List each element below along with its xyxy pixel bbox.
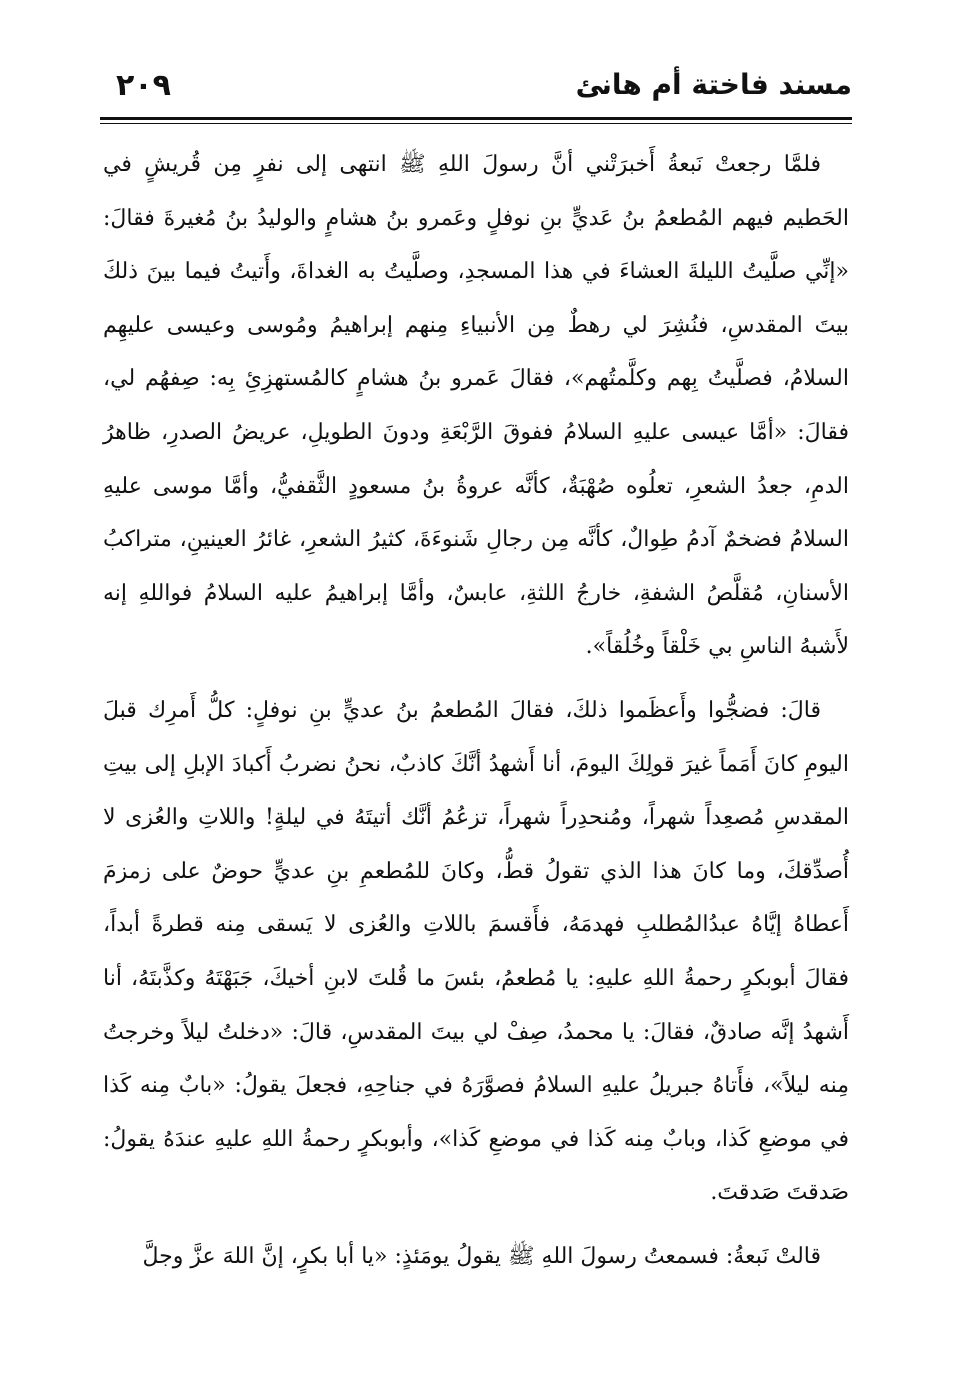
- header-rule-thin: [100, 123, 852, 124]
- header-rule-thick: [100, 117, 852, 120]
- page-header: [100, 58, 852, 114]
- page-number: ٢٠٩: [116, 68, 171, 103]
- paragraph-3: قالتْ نَبعةُ: فسمعتُ رسولَ اللهِ ﷺ يقولُ يومَئذٍ: «يا أبا بكرٍ، إنَّ اللهَ عزَّ وجلَّ: [142, 1243, 821, 1269]
- paragraph-1: فلمَّا رجعتْ نَبعةُ أَخبرَتْني أنَّ رسولَ اللهِ ﷺ انتهى إلى نفرٍ مِن قُريشٍ في الحَطيم فيهم المُطعمُ بنُ عَديٍّ بنِ نوفلٍ وعَمرو بنُ هشامٍ والوليدُ بنُ مُغيرةَ فقالَ: «إنِّي صلَّيتُ الليلةَ العشاءَ في هذا المسجدِ، وصلَّيتُ به الغداةَ، وأَتيتُ فيما بينَ ذلكَ بيتَ المقدسِ، فنُشِرَ لي رهطٌ مِن الأنبياءِ مِنهم إبراهيمُ ومُوسى وعيسى عليهِم السلامُ، فصلَّيتُ بِهم وكلَّمتُهم»، فقالَ عَمرو بنُ هشامٍ كالمُستهزِئِ بِه: صِفهُم لي، فقالَ: «أمَّا عيسى عليهِ السلامُ ففوقَ الرَّبْعَةِ ودونَ الطويلِ، عريضُ الصدرِ، ظاهرُ الدمِ، جعدُ الشعرِ، تعلُوه صُهْبَةٌ، كأنَّه عروةُ بنُ مسعودٍ الثَّقفيُّ، وأمَّا موسى عليهِ السلامُ فضخمٌ آدمُ طِوالٌ، كأنَّه مِن رجالِ شَنوءَةَ، كثيرُ الشعرِ، غائرُ العينينِ، متراكبُ الأسنانِ، مُقلَّصُ الشفةِ، خارجُ اللثةِ، عابسٌ، وأمَّا إبراهيمُ عليه السلامُ فواللهِ إنه لأَشبهُ الناسِ بي خَلْقاً وخُلُقاً».: [103, 152, 849, 660]
- body-text: [103, 138, 849, 1283]
- paragraph-2: قالَ: فضجُّوا وأَعظَموا ذلكَ، فقالَ المُطعمُ بنُ عديٍّ بنِ نوفلٍ: كلُّ أَمرِك قبلَ اليومِ كانَ أَمَماً غيرَ قولِكَ اليومَ، أنا أَشهدُ أنَّكَ كاذبٌ، نحنُ نضربُ أَكبادَ الإبلِ إلى بيتِ المقدسِ مُصعِداً شهراً، ومُنحدِراً شهراً، تزعُمُ أنَّك أتيتَهُ في ليلةٍ! واللاتِ والعُزى لا أُصدِّقكَ، وما كانَ هذا الذي تقولُ قطُّ، وكانَ للمُطعمِ بنِ عديٍّ حوضٌ على زمزمَ أَعطاهُ إيَّاهُ عبدُالمُطلبِ فهدمَهُ، فأَقسمَ باللاتِ والعُزى لا يَسقى مِنه قطرةً أبداً، فقالَ أبوبكرٍ رحمةُ اللهِ عليهِ: يا مُطعمُ، بئسَ ما قُلتَ لابنِ أخيكَ، جَبَهْتَهُ وكذَّبتَهُ، أنا أَشهدُ إنَّه صادقٌ، فقالَ: يا محمدُ، صِفْ لي بيتَ المقدسِ، قالَ: «دخلتُ ليلاً وخرجتُ مِنه ليلاً»، فأَتاهُ جبريلُ عليهِ السلامُ فصوَّرَهُ في جناحِهِ، فجعلَ يقولُ: «بابٌ مِنه كَذا في موضعِ كَذا، وبابٌ مِنه كَذا في موضعِ كَذا»، وأبوبكرٍ رحمةُ اللهِ عليهِ عندَهُ يقولُ: صَدقتَ صَدقتَ.: [103, 697, 849, 1206]
- running-title: مسند فاختة أم هانئ: [575, 68, 852, 101]
